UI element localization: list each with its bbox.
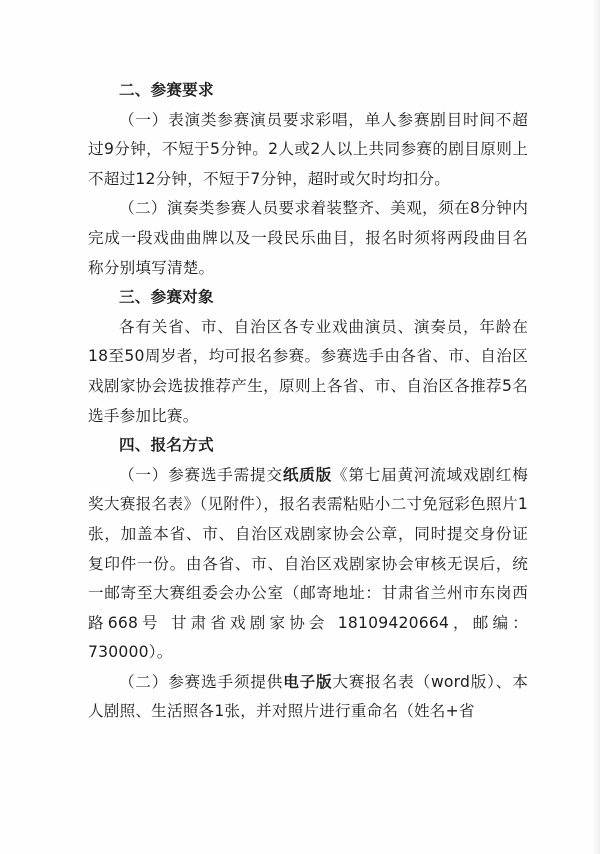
section-heading-requirements: 二、参赛要求 (119, 81, 214, 99)
scan-shadow-edge (592, 0, 600, 854)
registration-electronic-bold: 电子版 (283, 672, 333, 691)
paragraph-registration-paper (88, 461, 528, 668)
section-heading-registration: 四、报名方式 (119, 436, 214, 455)
paragraph-requirements-instrumental: （二）演奏类参赛人员要求着装整齐、美观，须在8分钟内完成一段戏曲曲牌以及一段民乐曲目，报名时须将两段曲目名称分别填写清楚。 (88, 199, 528, 277)
registration-paper-pre: （一）参赛选手需提交 (119, 465, 283, 484)
paragraph-registration-electronic (88, 668, 528, 727)
document-body (88, 76, 528, 727)
section-heading-eligibility: 三、参赛对象 (119, 288, 214, 307)
registration-paper-bold: 纸质版 (282, 465, 332, 484)
registration-electronic-post: 大赛报名表（word版）、本人剧照、生活照各1张，并对照片进行重命名（姓名+省 (88, 672, 528, 721)
paragraph-requirements-performance: （一）表演类参赛演员要求彩唱，单人参赛剧目时间不超过9分钟，不短于5分钟。2人或2人以上共同参赛的剧目原则上不超过12分钟，不短于7分钟，超时或欠时均扣分。 (88, 110, 528, 188)
registration-electronic-pre: （二）参赛选手须提供 (119, 672, 284, 691)
paragraph-eligibility: 各有关省、市、自治区各专业戏曲演员、演奏员，年龄在18至50周岁者，均可报名参赛。参赛选手由各省、市、自治区戏剧家协会选拔推荐产生，原则上各省、市、自治区各推荐5名选手参加比赛。 (88, 317, 528, 425)
registration-paper-post: 《第七届黄河流域戏剧红梅奖大赛报名表》（见附件），报名表需粘贴小二寸免冠彩色照片1张，加盖本省、市、自治区戏剧家协会公章，同时提交身份证复印件一份。由各省、市、自治区戏剧家协会审核无误后，统一邮寄至大赛组委会办公室（邮寄地址：甘肃省兰州市东岗西路668号 甘肃省戏剧家协会 18109420664，邮编：730000）。 (88, 465, 528, 662)
